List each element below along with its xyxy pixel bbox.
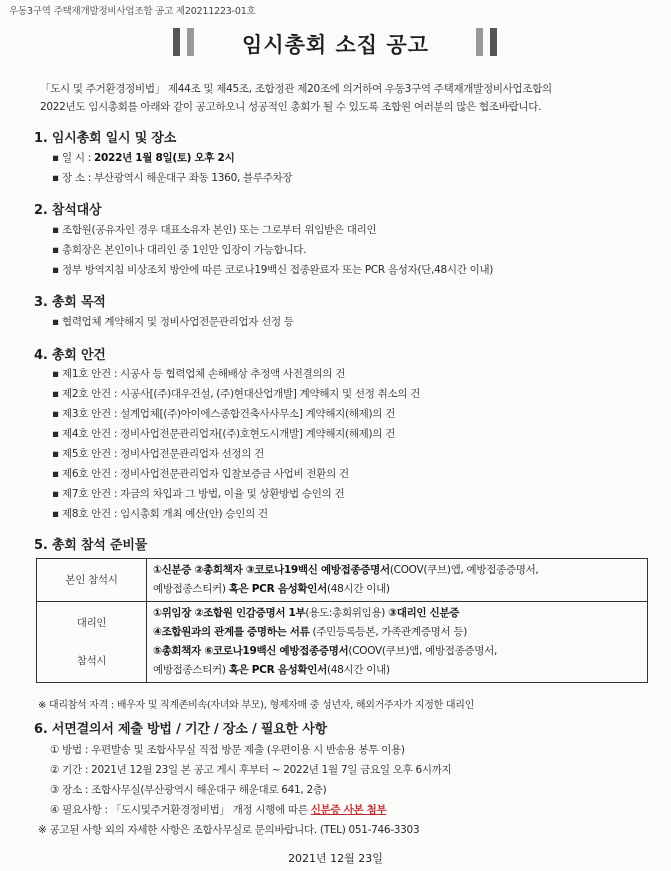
list-item: ▪ 협력업체 계약해지 및 정비사업전문관리업자 선정 등 (52, 316, 294, 328)
list-item: ④ 필요사항 : 「도시및주거환경정비법」 개정 시행에 따른 신분증 사본 첨부 (50, 804, 387, 816)
intro-paragraph (40, 80, 660, 116)
list-item: ▪ 일 시 : 2022년 1월 8일(토) 오후 2시 (52, 152, 235, 164)
list-item: ▪ 제4호 안건 : 정비사업전문관리업자[(주)호현도시개발] 계약해지(해제)의 건 (52, 428, 396, 440)
list-item: ② 기간 : 2021년 12월 23일 본 공고 게시 후부터 ~ 2022년 1월 7일 금요일 오후 6시까지 (50, 764, 452, 776)
intro-line: 2022년도 임시총회를 아래와 같이 공고하오니 성공적인 총회가 될 수 있도록 조합원 여러분의 많은 협조바랍니다. (40, 101, 542, 113)
title-banner (0, 20, 671, 66)
title-bar-decoration (490, 28, 497, 56)
list-item: ▪ 정부 방역지침 비상조치 방안에 따른 코로나19백신 접종완료자 또는 PCR 음성자(단,48시간 이내) (52, 264, 494, 276)
table-cell: ①위임장 ②조합원 인감증명서 1부(용도:총회위임용) ③대리인 신분증 ④조합원과의 관계를 증명하는 서류 (주민등록등본, 가족관계증명서 등) ⑤총회책자 ⑥코로나19백신 예방접종증명서(COOV(쿠브)앱, 예방접종증명서, 예방접종스티커) 혹은 PCR 음성확인서(48시간 이내) (147, 602, 648, 683)
table-row-header: 대리인 참석시 (37, 602, 147, 683)
list-item: ▪ 제3호 안건 : 설계업체[(주)아이에스종합건축사사무소] 계약해지(해제)의 건 (52, 408, 396, 420)
section-heading: 5. 총회 참석 준비물 (34, 538, 148, 553)
table-row (37, 559, 648, 602)
list-item: ▪ 조합원(공유자인 경우 대표소유자 본인) 또는 그로부터 위임받은 대리인 (52, 224, 377, 236)
highlight-text: 신분증 사본 첨부 (310, 804, 387, 816)
list-item: ▪ 제7호 안건 : 자금의 차입과 그 방법, 이율 및 상환방법 승인의 건 (52, 488, 345, 500)
section-heading: 2. 참석대상 (34, 203, 102, 218)
meeting-date: 2022년 1월 8일(토) 오후 2시 (94, 152, 235, 164)
list-item: ▪ 제1호 안건 : 시공사 등 협력업체 손해배상 추정액 사전결의의 건 (52, 368, 346, 380)
proxy-note: ※ 대리참석 자격 : 배우자 및 직계존비속(자녀와 부모), 형제자매 중 성년자, 해외거주자가 지정한 대리인 (38, 700, 474, 711)
list-item: ③ 장소 : 조합사무실(부산광역시 해운대구 해운대로 641, 2층) (50, 784, 327, 796)
section-heading: 3. 총회 목적 (34, 295, 106, 310)
section-heading: 4. 총회 안건 (34, 348, 106, 363)
title-bar-decoration (476, 28, 483, 56)
page-title: 임시총회 소집 공고 (242, 33, 429, 57)
list-item: ▪ 총회장은 본인이나 대리인 중 1인만 입장이 가능합니다. (52, 244, 307, 256)
preparation-table (36, 558, 648, 683)
table-row-header: 본인 참석시 (37, 559, 147, 602)
table-row (37, 602, 648, 683)
section-heading: 6. 서면결의서 제출 방법 / 기간 / 장소 / 필요한 사항 (34, 722, 327, 737)
list-item: ▪ 제2호 안건 : 시공사[(주)대우건설, (주)현대산업개발] 계약해지 및 선정 취소의 건 (52, 388, 421, 400)
list-item: ▪ 장 소 : 부산광역시 해운대구 좌동 1360, 블루주차장 (52, 172, 293, 184)
list-item: ▪ 제8호 안건 : 임시총회 개최 예산(안) 승인의 건 (52, 508, 268, 520)
intro-line: 「도시 및 주거환경정비법」 제44조 및 제45조, 조합정관 제20조에 의거하여 우동3구역 주택재개발정비사업조합의 (40, 83, 552, 95)
document-number: 우동3구역 주택재개발정비사업조합 공고 제20211223-01호 (9, 6, 256, 17)
list-item: ① 방법 : 우편발송 및 조합사무실 직접 방문 제출 (우편이용 시 반송용 봉투 이용) (50, 744, 405, 756)
contact-footnote: ※ 공고된 사항 외의 자세한 사항은 조합사무실로 문의바랍니다. (TEL) 051-746-3303 (38, 824, 420, 836)
list-item: ▪ 제5호 안건 : 정비사업전문관리업자 선정의 건 (52, 448, 264, 460)
notice-date: 2021년 12월 23일 (288, 852, 383, 865)
section-heading: 1. 임시총회 일시 및 장소 (34, 131, 177, 146)
table-cell: ①신분증 ②총회책자 ③코로나19백신 예방접종증명서(COOV(쿠브)앱, 예방접종증명서, 예방접종스티커) 혹은 PCR 음성확인서(48시간 이내) (147, 559, 648, 602)
list-item: ▪ 제6호 안건 : 정비사업전문관리업자 입찰보증금 사업비 전환의 건 (52, 468, 349, 480)
